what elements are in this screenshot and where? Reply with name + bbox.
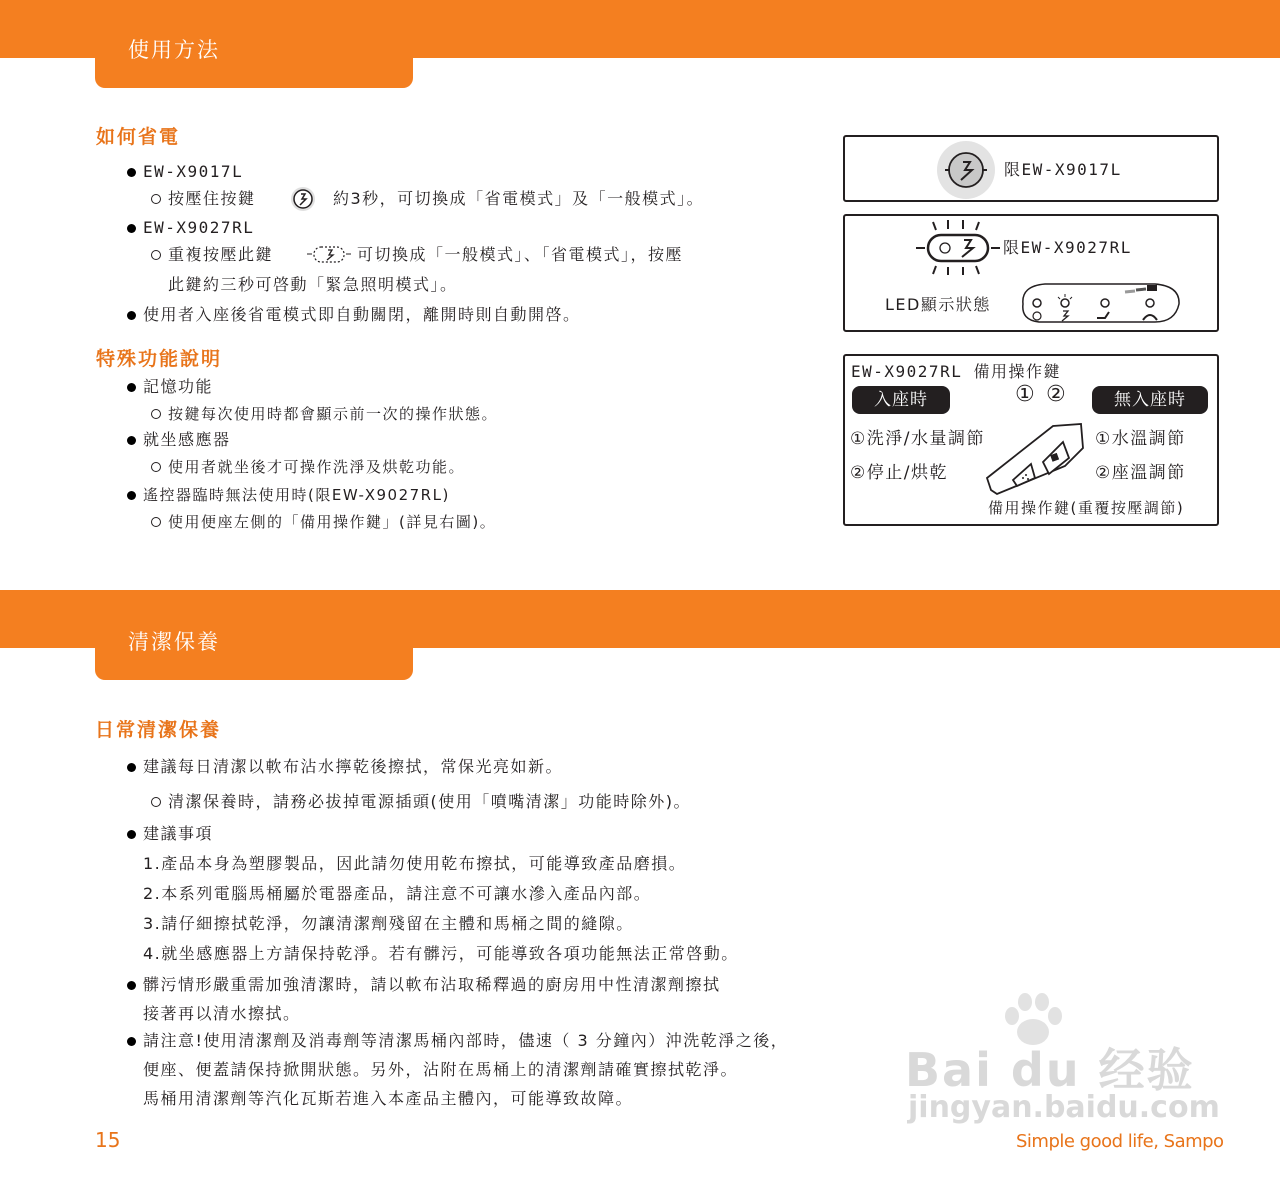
text-note-3: 3.請仔細擦拭乾淨，勿讓清潔劑殘留在主體和馬桶之間的縫隙。 <box>143 914 634 933</box>
heading-special-functions: 特殊功能說明 <box>96 348 223 370</box>
text-sensor: 就坐感應器 <box>143 430 231 449</box>
text-cleaning-p4b: 便座、便蓋請保持掀開狀態。另外，沾附在馬桶上的清潔劑請確實擦拭乾淨。 <box>143 1060 739 1079</box>
text-remote-sub: 使用便座左側的「備用操作鍵」(詳見右圖)。 <box>168 513 497 531</box>
text-sensor-sub: 使用者就坐後才可操作洗淨及烘乾功能。 <box>168 458 466 476</box>
model-label-x9017l: EW-X9017L <box>143 162 244 181</box>
power-save-key-large-icon <box>933 140 999 200</box>
sub-bullet <box>151 462 161 472</box>
heading-daily-cleaning: 日常清潔保養 <box>95 719 222 741</box>
badge-seated: 入座時 <box>852 386 950 414</box>
text-m1-b: 約3秒，可切換成「省電模式」及「一般模式」。 <box>333 189 705 208</box>
bullet <box>127 168 136 177</box>
page-number: 15 <box>95 1128 121 1152</box>
backup-keys-caption: 備用操作鍵(重覆按壓調節) <box>988 499 1185 517</box>
text-cleaning-p3b: 接著再以清水擦拭。 <box>143 1004 301 1023</box>
label-x9027rl-only: 限EW-X9027RL <box>1003 238 1132 257</box>
key-number-2: ② <box>1046 382 1068 407</box>
text-cleaning-p4c: 馬桶用清潔劑等汽化瓦斯若進入本產品主體內，可能導致故障。 <box>143 1089 634 1108</box>
text-note-4: 4.就坐感應器上方請保持乾淨。若有髒污，可能導致各項功能無法正常啓動。 <box>143 944 739 963</box>
label-unseated-1: ①水溫調節 <box>1095 429 1186 449</box>
sub-bullet <box>151 517 161 527</box>
text-remote: 遙控器臨時無法使用時(限EW-X9027RL) <box>143 486 450 504</box>
badge-unseated: 無入座時 <box>1092 386 1208 414</box>
watermark-url: jingyan.baidu.com <box>908 1090 1220 1125</box>
text-m2-a: 重複按壓此鍵 <box>168 245 274 264</box>
footer-slogan: Simple good life, Sampo <box>1016 1131 1224 1152</box>
heading-power-saving: 如何省電 <box>96 126 181 148</box>
text-m1-a: 按壓住按鍵 <box>168 189 256 208</box>
label-seated-1: ①洗淨/水量調節 <box>850 429 985 449</box>
led-indicator-panel <box>1015 278 1183 328</box>
light-power-key-icon <box>306 240 352 268</box>
text-memory: 記憶功能 <box>143 377 214 396</box>
bullet <box>127 311 136 320</box>
sub-bullet <box>151 194 161 204</box>
figure-backup-keys <box>843 354 1219 526</box>
label-unseated-2: ②座溫調節 <box>1095 463 1186 483</box>
text-cleaning-p1-sub: 清潔保養時，請務必拔掉電源插頭(使用「噴嘴清潔」功能時除外)。 <box>168 792 691 811</box>
sub-bullet <box>151 409 161 419</box>
watermark-brand: Bai du 经验 <box>905 1043 1195 1097</box>
bullet <box>127 830 136 839</box>
text-note-2: 2.本系列電腦馬桶屬於電器產品，請注意不可讓水滲入產品內部。 <box>143 884 652 903</box>
bullet <box>127 436 136 445</box>
text-auto-off: 使用者入座後省電模式即自動關閉，離開時則自動開啓。 <box>143 305 581 324</box>
light-power-key-large-icon <box>913 218 1003 276</box>
text-cleaning-p2: 建議事項 <box>143 824 214 843</box>
bullet <box>127 491 136 500</box>
bullet <box>127 981 136 990</box>
text-cleaning-p1: 建議每日清潔以軟布沾水擰乾後擦拭，常保光亮如新。 <box>143 757 564 776</box>
text-m2-c: 此鍵約三秒可啓動「緊急照明模式」。 <box>168 275 458 294</box>
text-note-1: 1.產品本身為塑膠製品，因此請勿使用乾布擦拭，可能導致產品磨損。 <box>143 854 687 873</box>
text-cleaning-p4a: 請注意!使用清潔劑及消毒劑等清潔馬桶內部時，儘速（ 3 分鐘內）沖洗乾淨之後， <box>143 1031 789 1050</box>
label-x9017l-only: 限EW-X9017L <box>1004 160 1122 179</box>
label-led-status: LED顯示狀態 <box>885 295 991 314</box>
backup-key-panel-icon <box>983 418 1089 498</box>
power-save-key-icon <box>286 184 320 214</box>
bullet <box>127 383 136 392</box>
section-title-usage: 使用方法 <box>128 38 220 62</box>
text-cleaning-p3a: 髒污情形嚴重需加強清潔時，請以軟布沾取稀釋過的廚房用中性清潔劑擦拭 <box>143 975 721 994</box>
bullet <box>127 763 136 772</box>
text-m2-b: 可切換成「一般模式」、「省電模式」，按壓 <box>357 245 684 264</box>
text-memory-sub: 按鍵每次使用時都會顯示前一次的操作狀態。 <box>168 405 499 423</box>
bullet <box>127 224 136 233</box>
bullet <box>127 1037 136 1046</box>
figure-x9027rl-key <box>843 214 1219 332</box>
section-title-cleaning: 清潔保養 <box>128 630 220 654</box>
label-seated-2: ②停止/烘乾 <box>850 463 948 483</box>
model-label-x9027rl: EW-X9027RL <box>143 218 255 237</box>
key-number-1: ① <box>1015 382 1037 407</box>
sub-bullet <box>151 250 161 260</box>
figure-x9017l-key <box>843 135 1219 202</box>
sub-bullet <box>151 797 161 807</box>
backup-keys-title: EW-X9027RL 備用操作鍵 <box>851 362 1061 381</box>
